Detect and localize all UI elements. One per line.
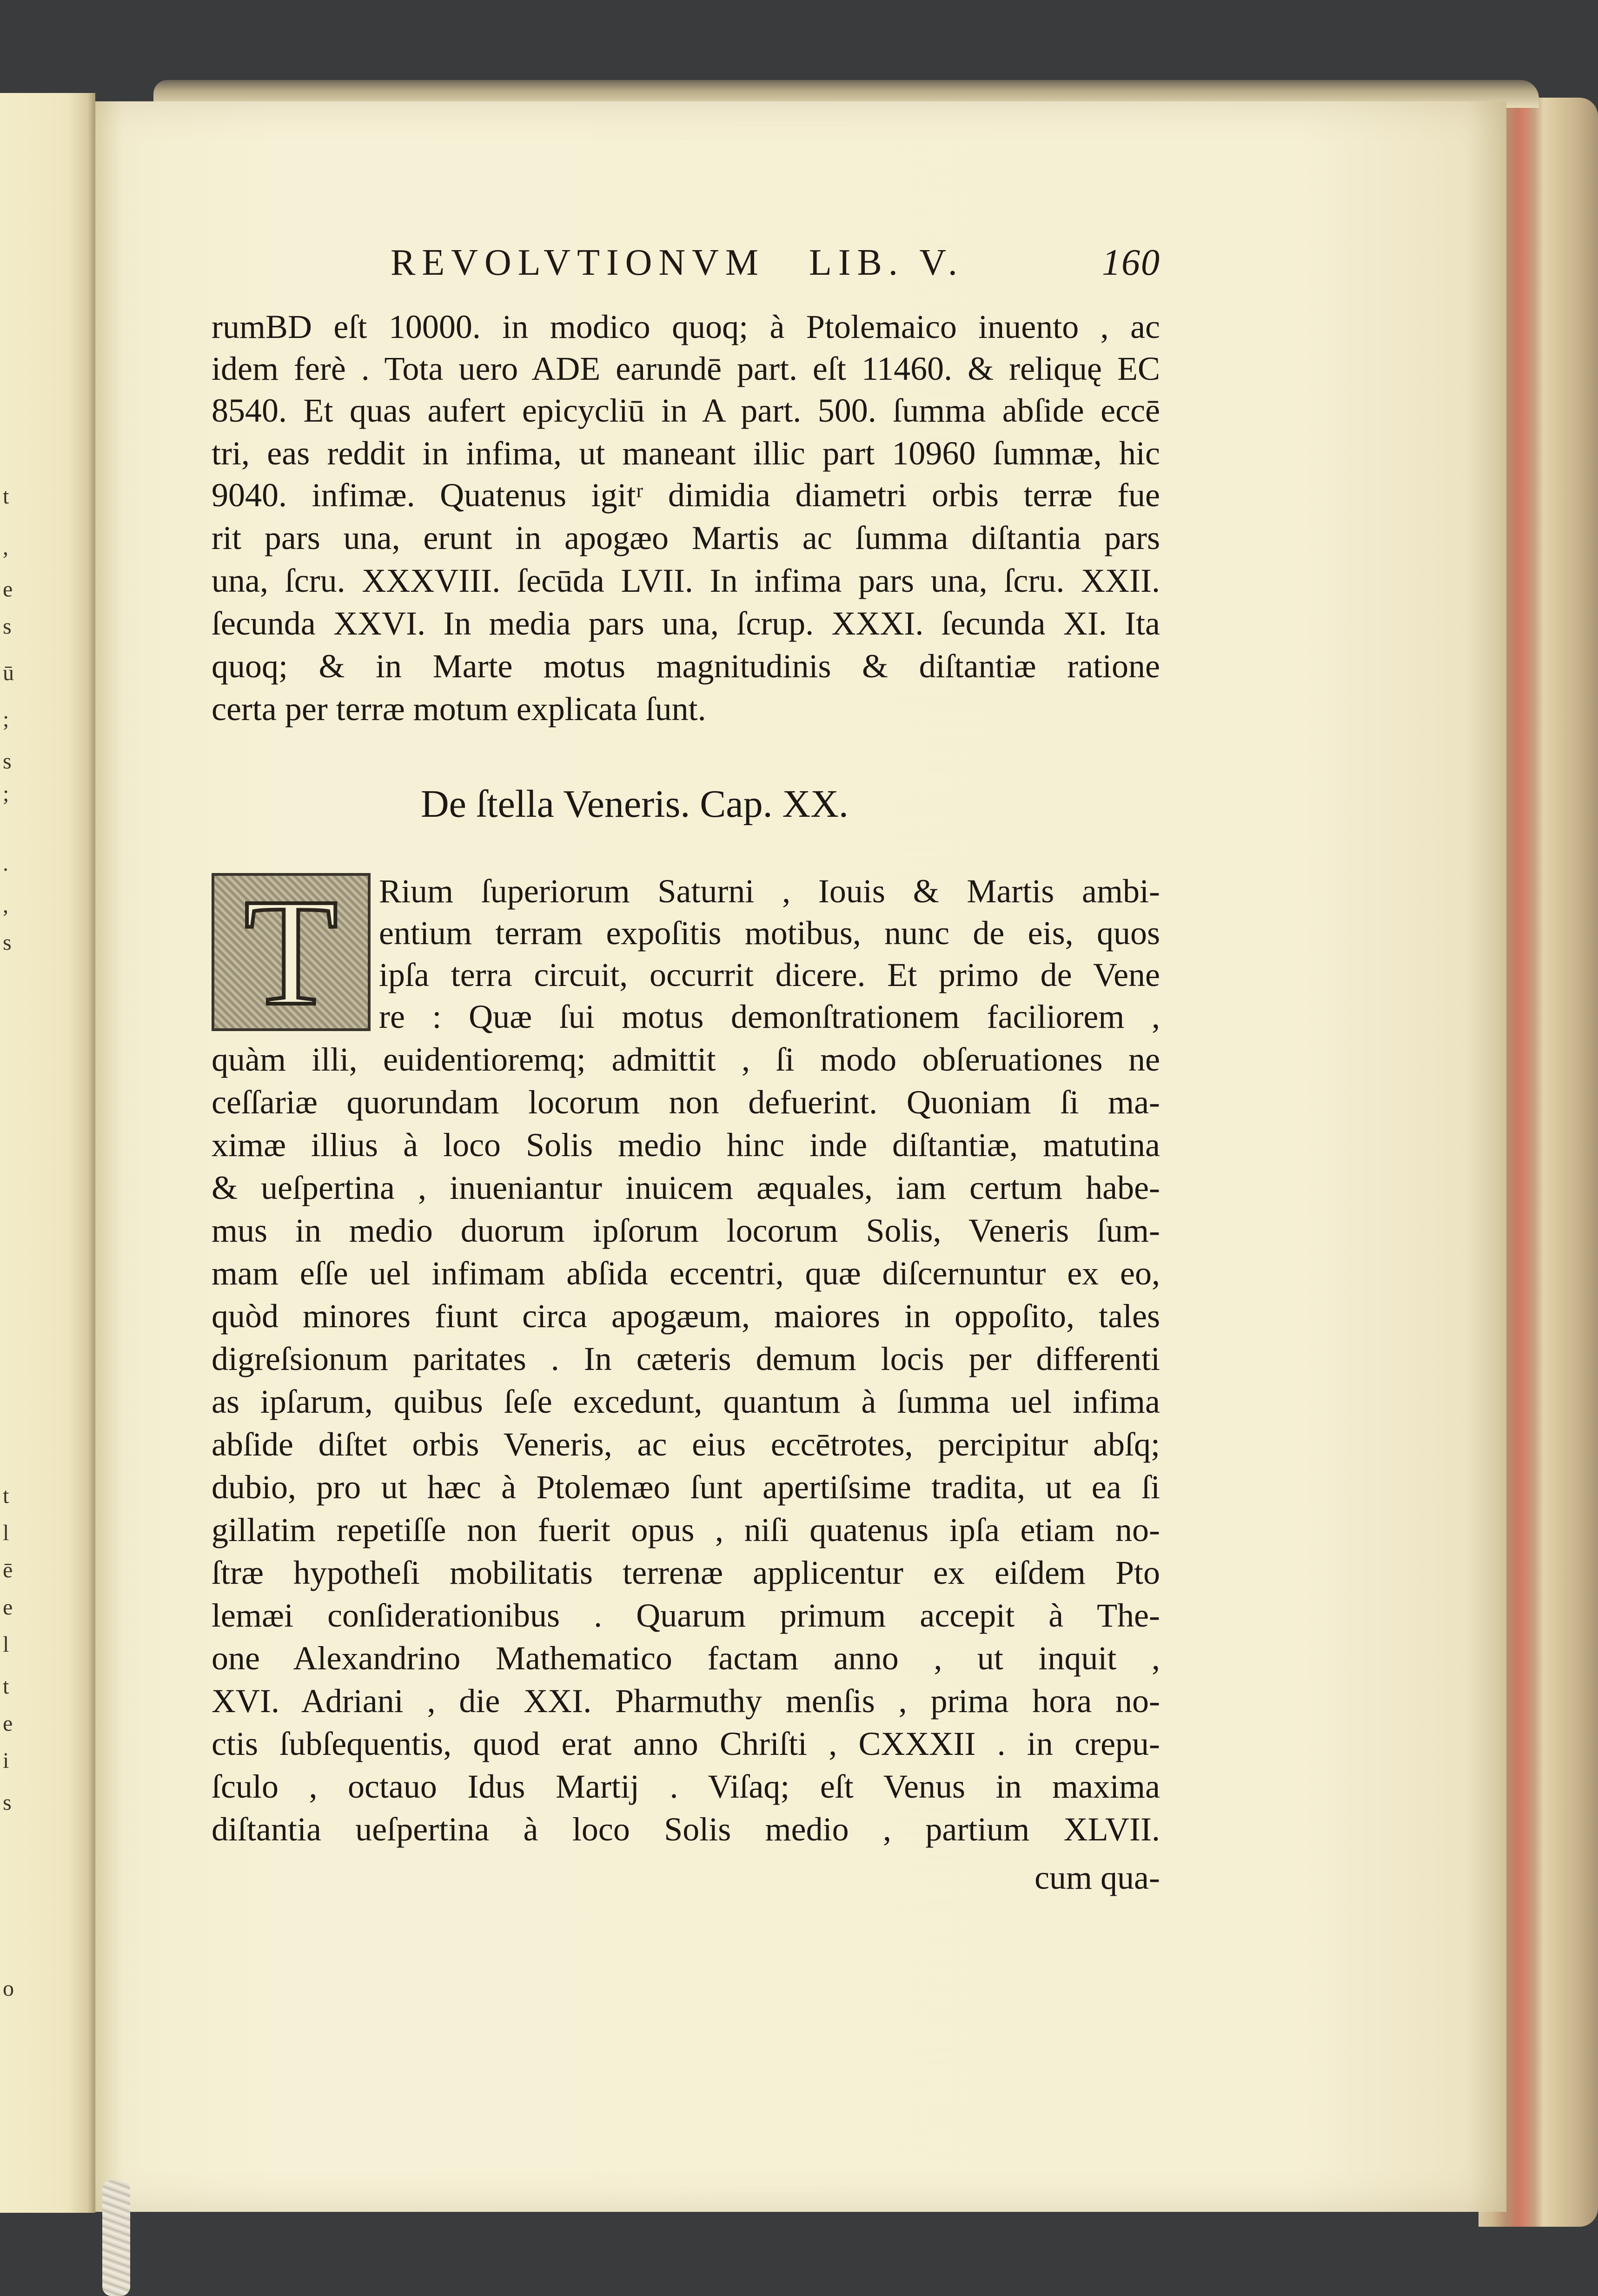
margin-fragment: t (3, 484, 9, 509)
text-line: 8540. Et quas aufert epicycliū in A part. 500. ſumma abſide eccē (212, 392, 1160, 429)
text-line: lemæi conſiderationibus . Quarum primum accepit à The- (212, 1597, 1160, 1634)
text-line: una, ſcru. XXXVIII. ſecūda LVII. In infima pars una, ſcru. XXII. (212, 562, 1160, 599)
margin-fragment: e (3, 1595, 13, 1620)
margin-fragment: s (3, 749, 12, 774)
text-line: ctis ſubſequentis, quod erat anno Chriſti , CXXXII . in crepu- (212, 1725, 1160, 1762)
woodcut-initial (212, 873, 371, 1031)
text-line: quoq; & in Marte motus magnitudinis & diſtantiæ ratione (212, 648, 1160, 685)
margin-fragment: ē (3, 1558, 13, 1582)
margin-fragment: l (3, 1632, 9, 1657)
chapter-heading: De ſtella Veneris. Cap. XX. (421, 782, 849, 826)
margin-fragment: s (3, 930, 12, 955)
text-line: entium terram expoſitis motibus, nunc de eis, quos (379, 914, 1160, 952)
previous-page-edge (0, 93, 95, 2213)
running-header-book: LIB. V. (809, 242, 964, 283)
text-line: & ueſpertina , inueniantur inuicem æquales, iam certum habe- (212, 1169, 1160, 1206)
text-line: XVI. Adriani , die XXI. Pharmuthy menſis , prima hora no- (212, 1682, 1160, 1720)
text-line: ſculo , octauo Idus Martij . Viſaq; eſt Venus in maxima (212, 1768, 1160, 1805)
text-line: 9040. infimæ. Quatenus igitʳ dimidia diametri orbis terræ fue (212, 476, 1160, 514)
folio-number: 160 (1102, 242, 1160, 283)
text-line: certa per terræ motum explicata ſunt. (212, 690, 706, 728)
text-line: diſtantia ueſpertina à loco Solis medio , partium XLVII. (212, 1811, 1160, 1848)
text-line: quòd minores fiunt circa apogæum, maiores in oppoſito, tales (212, 1297, 1160, 1335)
text-line: Rium ſuperiorum Saturni , Iouis & Martis ambi- (379, 873, 1160, 910)
text-line: ceſſariæ quorundam locorum non defuerint. Quoniam ſi ma- (212, 1084, 1160, 1121)
text-line: rit pars una, erunt in apogæo Martis ac ſumma diſtantia pars (212, 519, 1160, 556)
text-line: ſtræ hypotheſi mobilitatis terrenæ applicentur ex eiſdem Pto (212, 1554, 1160, 1591)
margin-fragment: ; (3, 707, 9, 732)
margin-fragment: t (3, 1483, 9, 1508)
text-line: quàm illi, euidentioremq; admittit , ſi modo obſeruationes ne (212, 1041, 1160, 1078)
text-line: ximæ illius à loco Solis medio hinc inde diſtantiæ, matutina (212, 1126, 1160, 1164)
margin-fragment: s (3, 1790, 12, 1815)
text-line: tri, eas reddit in infima, ut maneant illic part 10960 ſummæ, hic (212, 435, 1160, 472)
text-line: mam eſſe uel infimam abſida eccentri, quæ diſcernuntur ex eo, (212, 1255, 1160, 1292)
margin-fragment: ū (3, 661, 14, 685)
margin-fragment: . (3, 851, 8, 876)
text-line: gillatim repetiſſe non fuerit opus , niſi quatenus ipſa etiam no- (212, 1511, 1160, 1548)
text-line: mus in medio duorum ipſorum locorum Solis, Veneris ſum- (212, 1212, 1160, 1249)
margin-fragment: , (3, 893, 8, 918)
initial-letter: T (244, 873, 338, 1031)
text-line: dubio, pro ut hæc à Ptolemæo ſunt apertiſsime tradita, ut ea ſi (212, 1469, 1160, 1506)
text-line: ipſa terra circuit, occurrit dicere. Et primo de Vene (379, 956, 1160, 993)
margin-fragment: e (3, 1711, 13, 1736)
catchword: cum qua- (1034, 1859, 1160, 1896)
text-line: rumBD eſt 10000. in modico quoq; à Ptolemaico inuento , ac (212, 308, 1160, 345)
text-line: one Alexandrino Mathematico factam anno , ut inquit , (212, 1640, 1160, 1677)
text-line: ſecunda XXVI. In media pars una, ſcrup. XXXI. ſecunda XI. Ita (212, 605, 1160, 642)
margin-fragment: l (3, 1521, 9, 1545)
margin-fragment: t (3, 1674, 9, 1699)
margin-fragment: i (3, 1748, 9, 1773)
margin-fragment: s (3, 614, 12, 639)
text-line: abſide diſtet orbis Veneris, ac eius eccētrotes, percipitur abſq; (212, 1426, 1160, 1463)
margin-fragment: o (3, 1976, 14, 2001)
text-line: idem ferè . Tota uero ADE earundē part. eſt 11460. & reliquę EC (212, 350, 1160, 387)
running-header-title: REVOLVTIONVM (391, 242, 765, 283)
text-line: re : Quæ ſui motus demonſtrationem faciliorem , (379, 998, 1160, 1035)
margin-fragment: , (3, 535, 8, 560)
margin-fragment: ; (3, 781, 9, 806)
bookmark-ribbon (102, 2180, 130, 2296)
text-line: digreſsionum paritates . In cæteris demum locis per differenti (212, 1340, 1160, 1377)
text-line: as ipſarum, quibus ſeſe excedunt, quantum à ſumma uel infima (212, 1383, 1160, 1420)
margin-fragment: e (3, 577, 13, 602)
